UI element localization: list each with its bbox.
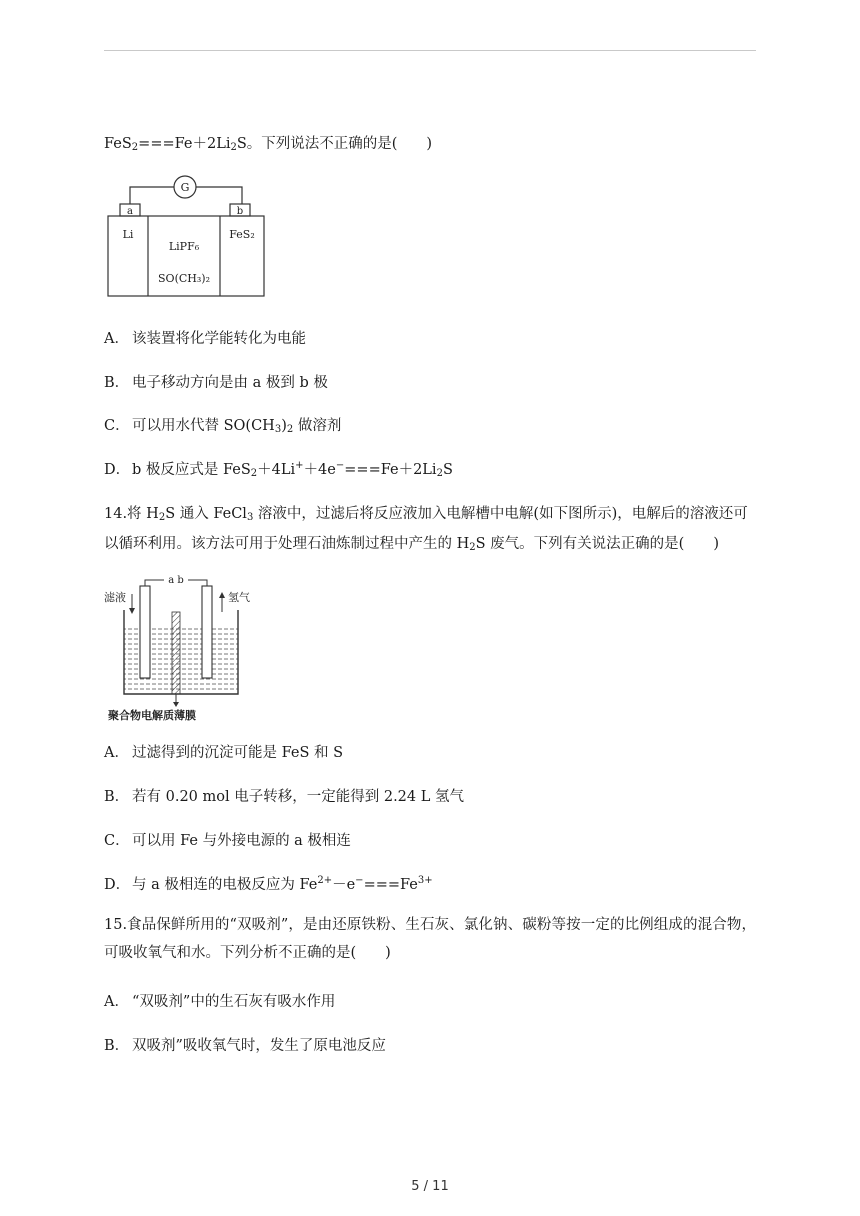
li-electrode-label: Li xyxy=(122,228,134,241)
terminal-ab-label: a b xyxy=(168,575,184,586)
q14-stem-line2: 以循环利用。该方法可用于处理石油炼制过程中产生的 $H_2S$ 废气。下列有关说法正确的是( ) xyxy=(104,536,719,553)
header-rule xyxy=(104,50,756,51)
q14-stem-line1: 14.将 $H_2S$ 通入 FeCl$_3$ 溶液中，过滤后将反应液加入电解槽中电解(如下图所示)，电解后的溶液还可 xyxy=(104,506,748,523)
q15-option-a: A． “双吸剂”中的生石灰有吸水作用 xyxy=(104,994,336,1010)
inlet-label: 滤液 xyxy=(104,591,126,604)
q13-option-c: C． 可以用水代替 $SO(CH_3)_2$ 做溶剂 xyxy=(104,418,342,435)
q14-option-d: D． 与 a 极相连的电极反应为 $Fe^{2+}-e^-===Fe^{3+}$ xyxy=(104,875,433,893)
galvanometer-label: G xyxy=(180,181,190,194)
q13-option-d: D． b 极反应式是 $FeS_2+4Li^++4e^-===Fe+2Li_2S$ xyxy=(104,460,453,479)
q15-option-b: B． 双吸剂”吸收氧气时，发生了原电池反应 xyxy=(104,1038,386,1054)
battery-diagram xyxy=(104,170,272,300)
q14-option-a: A． 过滤得到的沉淀可能是 FeS 和 S xyxy=(104,745,344,761)
q13-option-b: B． 电子移动方向是由 a 极到 b 极 xyxy=(104,375,328,391)
terminal-b-label: b xyxy=(236,206,244,217)
terminal-a-label: a xyxy=(127,206,133,217)
q14-option-b: B． 若有 0.20 mol 电子转移，一定能得到 2.24 L 氢气 xyxy=(104,789,464,805)
q15-stem: 15.食品保鲜所用的“双吸剂”，是由还原铁粉、生石灰、氯化钠、碳粉等按一定的比例组成的混合物，可吸收氧气和水。下列分析不正确的是( ) xyxy=(104,917,756,961)
electrolyte-label-2: SO(CH₃)₂ xyxy=(158,272,210,285)
q14-option-c: C． 可以用 Fe 与外接电源的 a 极相连 xyxy=(104,833,351,849)
electrolysis-cell-diagram xyxy=(104,572,254,722)
electrolyte-label-1: LiPF₆ xyxy=(168,240,200,253)
q13-option-a: A． 该装置将化学能转化为电能 xyxy=(104,331,306,347)
outlet-label: 氢气 xyxy=(228,591,250,604)
q13-stem-tail: $FeS_2===Fe+2Li_2S$。下列说法不正确的是( ) xyxy=(104,136,433,153)
page-number: 5 / 11 xyxy=(411,1179,449,1194)
membrane-label: 聚合物电解质薄膜 xyxy=(108,709,196,722)
fes2-electrode-label: FeS₂ xyxy=(229,228,255,241)
